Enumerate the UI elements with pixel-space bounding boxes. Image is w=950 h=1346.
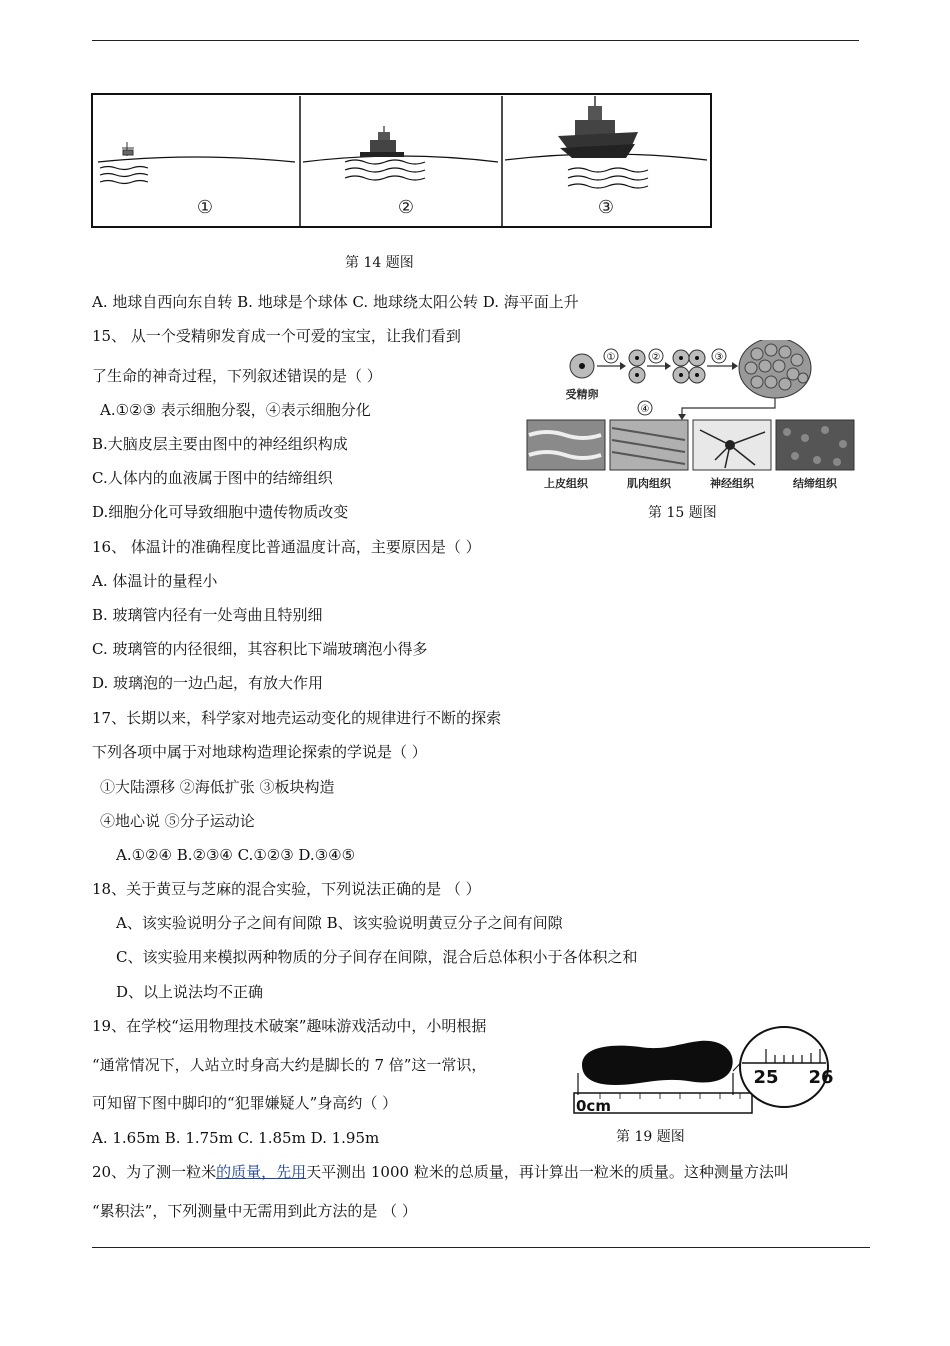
top-rule <box>92 40 859 41</box>
q16-option-a: A. 体温计的量程小 <box>92 572 218 590</box>
figure-14-ships <box>90 92 714 230</box>
q19-stem-3: 可知留下图中脚印的“犯罪嫌疑人”身高约（ ） <box>92 1094 398 1112</box>
q15-option-d: D.细胞分化可导致细胞中遗传物质改变 <box>92 503 349 521</box>
step-2-label: ② <box>651 352 661 363</box>
q20-link-mass[interactable]: 的质量， <box>216 1163 277 1181</box>
fertilized-egg-cell <box>570 354 594 378</box>
fig19-caption: 第 19 题图 <box>616 1129 685 1145</box>
q15-option-c: C.人体内的血液属于图中的结缔组织 <box>92 469 333 487</box>
q16-option-b: B. 玻璃管内径有一处弯曲且特别细 <box>92 606 323 624</box>
step-3-label: ③ <box>714 352 724 363</box>
tissue-label-connective: 结缔组织 <box>793 477 837 490</box>
q16-option-c: C. 玻璃管的内径很细，其容积比下端玻璃泡小得多 <box>92 640 428 658</box>
panel-label-3: ③ <box>597 197 615 218</box>
q16-stem: 16、 体温计的准确程度比普通温度计高，主要原因是（ ） <box>92 538 481 556</box>
panel-label-1: ① <box>196 197 214 218</box>
tissue-label-epithelial: 上皮组织 <box>544 477 588 490</box>
q20-line-2: “累积法”，下列测量中无需用到此方法的是 （ ） <box>92 1202 417 1220</box>
q19-options: A. 1.65m B. 1.75m C. 1.85m D. 1.95m <box>92 1129 380 1147</box>
q14-options: A. 地球自西向东自转 B. 地球是个球体 C. 地球绕太阳公转 D. 海平面上升 <box>92 293 579 311</box>
tissue-label-muscle: 肌肉组织 <box>627 477 671 490</box>
q17-items-2: ④地心说 ⑤分子运动论 <box>100 812 255 830</box>
ruler-zero-label: 0cm <box>576 1097 611 1115</box>
q20-post: 天平测出 1000 粒米的总质量，再计算出一粒米的质量。这种测量方法叫 <box>306 1163 789 1181</box>
step-4-label: ④ <box>640 404 650 415</box>
epithelial-tissue-image <box>527 420 605 470</box>
q17-stem-1: 17、长期以来，科学家对地壳运动变化的规律进行不断的探索 <box>92 709 502 727</box>
panel-label-2: ② <box>397 197 415 218</box>
q15-stem-2: 了生命的神奇过程，下列叙述错误的是（ ） <box>92 367 382 385</box>
cell-cluster <box>739 340 811 398</box>
tissue-label-nerve: 神经组织 <box>710 477 754 490</box>
q16-option-d: D. 玻璃泡的一边凸起，有放大作用 <box>92 674 324 692</box>
q20-line-1 <box>92 1162 789 1182</box>
q17-items-1: ①大陆漂移 ②海低扩张 ③板块构造 <box>100 778 335 796</box>
q18-option-c: C、该实验用来模拟两种物质的分子间存在间隙，混合后总体积小于各体积之和 <box>116 948 638 966</box>
q15-option-b: B.大脑皮层主要由图中的神经组织构成 <box>92 435 348 453</box>
q17-options: A.①②④ B.②③④ C.①②③ D.③④⑤ <box>116 846 356 864</box>
step-1-label: ① <box>606 352 616 363</box>
q20-pre: 20、为了测一粒米 <box>92 1163 217 1181</box>
fertilized-egg-label: 受精卵 <box>565 388 599 401</box>
q17-stem-2: 下列各项中属于对地球构造理论探索的学说是（ ） <box>92 743 427 761</box>
two-cell-stage <box>629 350 645 383</box>
q18-option-d: D、以上说法均不正确 <box>116 983 264 1001</box>
fig14-caption: 第 14 题图 <box>345 255 414 271</box>
q15-stem-1: 15、 从一个受精卵发育成一个可爱的宝宝，让我们看到 <box>92 327 461 345</box>
magnifier-mark-25: 25 <box>753 1067 779 1088</box>
q20-link-first[interactable]: 先用 <box>276 1163 307 1181</box>
bottom-rule <box>92 1247 870 1248</box>
figure-15-cell-development <box>525 340 855 495</box>
q18-stem: 18、关于黄豆与芝麻的混合实验，下列说法正确的是 （ ） <box>92 880 481 898</box>
footprint <box>582 1041 733 1085</box>
q18-options-ab: A、该实验说明分子之间有间隙 B、该实验说明黄豆分子之间有间隙 <box>116 914 563 932</box>
magnifier-mark-26: 26 <box>808 1067 834 1088</box>
fig15-caption: 第 15 题图 <box>648 505 717 521</box>
q15-option-a: A.①②③ 表示细胞分裂，④表示细胞分化 <box>100 401 371 419</box>
figure-19-footprint-ruler <box>570 1025 840 1117</box>
q19-stem-2: “通常情况下，人站立时身高大约是脚长的 7 倍”这一常识， <box>92 1056 487 1074</box>
q19-stem-1: 19、在学校“运用物理技术破案”趣味游戏活动中，小明根据 <box>92 1017 487 1035</box>
four-cell-stage <box>673 350 705 383</box>
